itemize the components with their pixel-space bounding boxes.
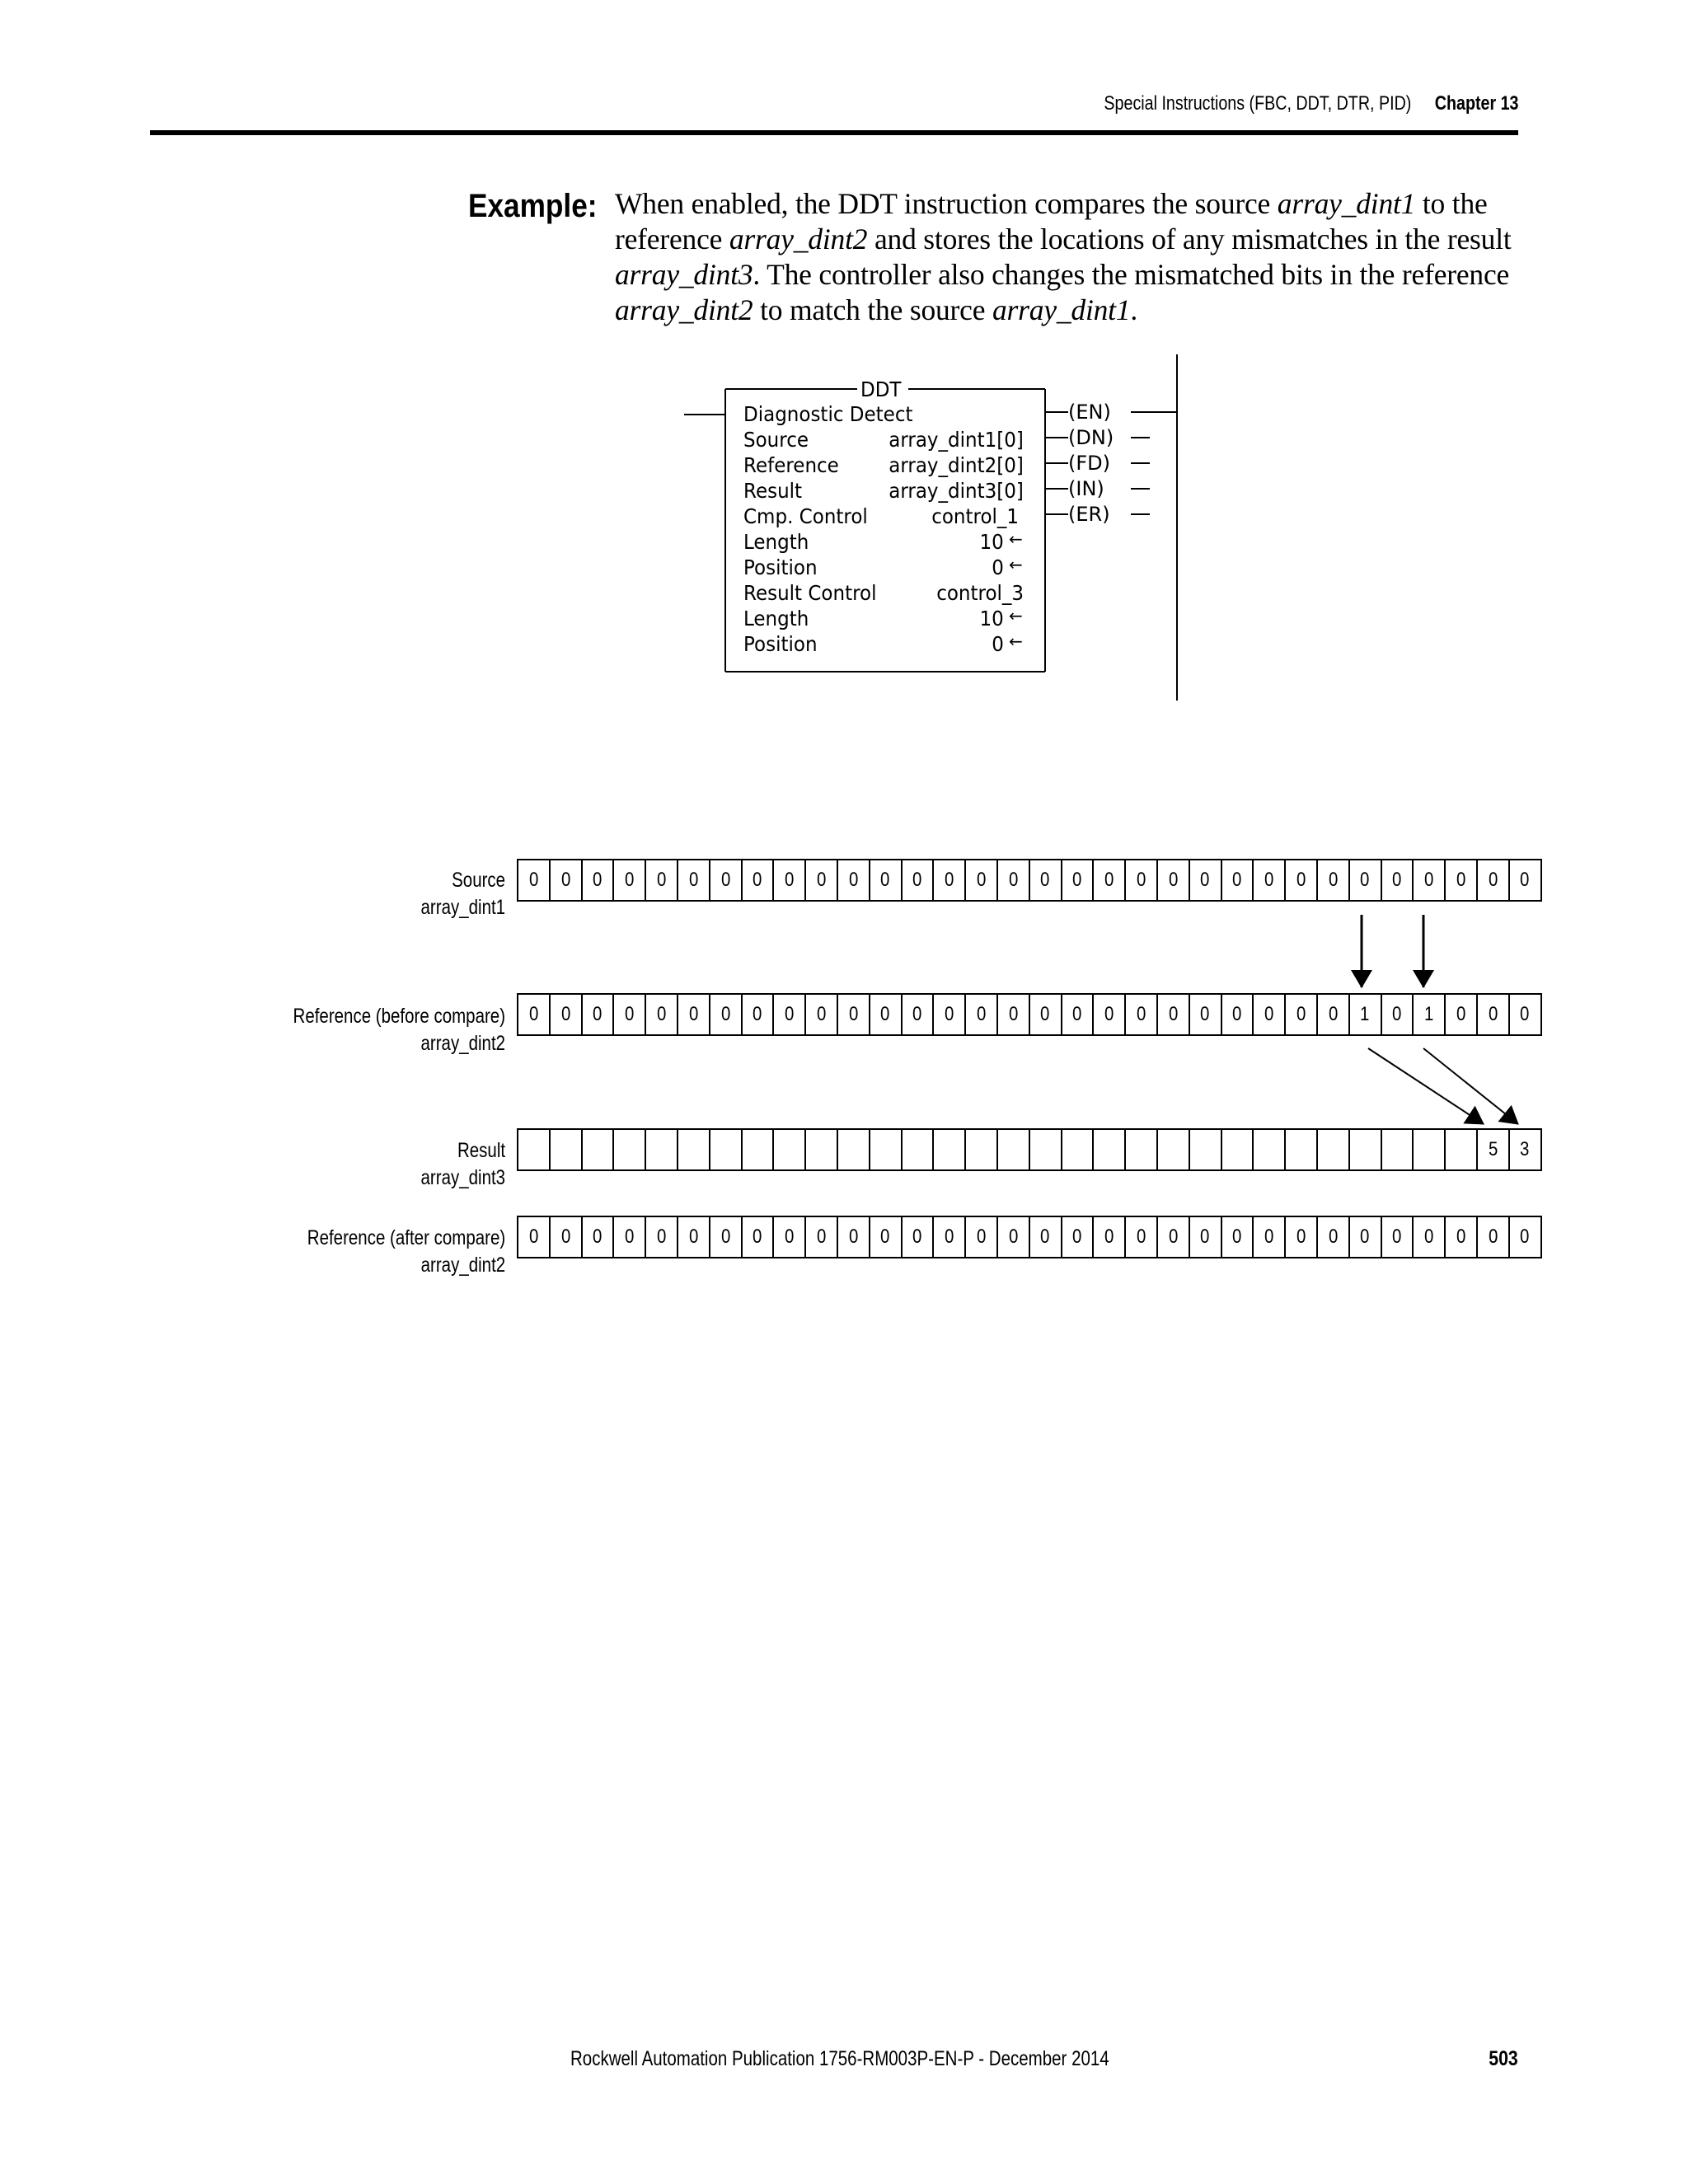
array-cell-value: 0 (1328, 1226, 1338, 1248)
example-text-3: and stores the locations of any mismatches in the result (867, 223, 1512, 255)
array-cell-value: 0 (625, 1226, 635, 1248)
array-cell-value: 0 (945, 869, 954, 891)
array-cell-value: 0 (688, 869, 699, 891)
array-cell-value: 0 (1424, 1226, 1434, 1248)
array-cell-value: 0 (1168, 869, 1179, 891)
result-row-label: Result array_dint3 (420, 1139, 505, 1189)
ddt-param-value: 0 (992, 555, 1004, 579)
array-cell-value: 0 (1360, 869, 1370, 891)
arrow-diagonal-icon (1423, 1048, 1518, 1124)
ddt-param-value: array_dint1[0] (889, 428, 1024, 452)
array-cell-value: 0 (1008, 1226, 1019, 1248)
example-text-6: . (1130, 293, 1138, 326)
array-cell-value: 0 (1520, 869, 1530, 891)
array-cell-value: 0 (560, 1003, 570, 1025)
array-cell-value: 0 (1328, 1003, 1338, 1025)
array-cell-value: 0 (528, 1226, 539, 1248)
array-cell-value: 0 (880, 869, 890, 891)
example-text-2: to the reference (615, 187, 1488, 255)
array-cell-value: 0 (753, 1003, 762, 1025)
coil-er: (ER) (1068, 503, 1110, 526)
section-title: Special Instructions (FBC, DDT, DTR, PID) (1103, 92, 1411, 115)
arrow-diagonal-icon (1368, 1048, 1484, 1124)
ddt-subtitle: Diagnostic Detect (743, 402, 913, 426)
array-cell-value: 0 (1232, 1226, 1242, 1248)
ddt-param-value: 0 (992, 632, 1004, 656)
array-cell-value: 0 (753, 1226, 762, 1248)
array-cell-value: 0 (1136, 1003, 1146, 1025)
array-cell-value: 0 (1392, 1003, 1402, 1025)
array-cell-value: 0 (1488, 1226, 1498, 1248)
array-cell-value: 0 (1200, 1226, 1210, 1248)
example-text-5: to match the source (753, 293, 992, 326)
array-cell-value: 0 (593, 1003, 603, 1025)
array-cell-value: 3 (1520, 1138, 1530, 1160)
array-cell-value: 0 (1040, 869, 1050, 891)
array-cell-value: 0 (720, 869, 730, 891)
ddt-param-label: Position (743, 632, 818, 656)
example-term-reference-2: array_dint2 (615, 293, 753, 326)
value-edit-arrow-icon: ← (1009, 529, 1023, 549)
array-cell-value: 0 (785, 869, 795, 891)
value-edit-arrow-icon: ← (1009, 555, 1023, 574)
array-cell-value: 0 (1392, 1226, 1402, 1248)
ddt-param-label: Source (743, 428, 809, 452)
array-cell-value: 0 (656, 869, 667, 891)
array-cell-value: 0 (528, 1003, 539, 1025)
array-cell-value: 0 (848, 1003, 859, 1025)
array-cell-value: 0 (1072, 1226, 1082, 1248)
array-cell-value: 0 (816, 1003, 827, 1025)
array-cell-value: 0 (912, 1226, 922, 1248)
array-cell-value: 0 (1040, 1003, 1050, 1025)
array-cell-value: 0 (1040, 1226, 1050, 1248)
array-cell-value: 0 (1296, 869, 1306, 891)
array-cell-value: 0 (1200, 869, 1210, 891)
coil-fd: (FD) (1068, 452, 1111, 475)
example-term-result: array_dint3 (615, 258, 753, 291)
array-cell-value: 0 (656, 1226, 667, 1248)
value-edit-arrow-icon: ← (1009, 606, 1023, 626)
reference-after-row-label: Reference (after compare) array_dint2 (307, 1226, 505, 1277)
array-cell-value: 0 (816, 1226, 827, 1248)
array-cell-value: 0 (656, 1003, 667, 1025)
publication-footer: Rockwell Automation Publication 1756-RM003P-EN-P - December 2014 (570, 2047, 1109, 2070)
array-cell-value: 0 (945, 1226, 954, 1248)
array-cell-value: 0 (753, 869, 762, 891)
array-cell-value: 0 (848, 869, 859, 891)
array-cell-value: 0 (560, 1226, 570, 1248)
array-cell-value: 0 (880, 1003, 890, 1025)
array-cell-value: 0 (528, 869, 539, 891)
array-cell-value: 1 (1360, 1003, 1370, 1025)
array-cell-value: 1 (1424, 1003, 1434, 1025)
ddt-param-label: Length (743, 607, 809, 630)
example-term-reference: array_dint2 (729, 223, 868, 255)
example-label: Example: (468, 188, 598, 224)
ddt-param-label: Result Control (743, 581, 877, 605)
reference-before-row-label: Reference (before compare) array_dint2 (293, 1005, 505, 1055)
array-cell-value: 0 (912, 869, 922, 891)
array-cell-value: 0 (688, 1226, 699, 1248)
array-cell-value: 0 (1520, 1003, 1530, 1025)
ddt-param-label: Length (743, 530, 809, 554)
array-cell-value: 0 (625, 869, 635, 891)
array-cell-value: 5 (1488, 1138, 1498, 1160)
array-cell-value: 0 (785, 1003, 795, 1025)
array-cell-value: 0 (976, 869, 987, 891)
array-cell-value: 0 (560, 869, 570, 891)
ddt-param-value: control_1 (931, 504, 1019, 528)
array-cell-value: 0 (593, 869, 603, 891)
array-cell-value: 0 (1104, 1226, 1114, 1248)
ddt-param-value: 10 (979, 530, 1004, 554)
array-cell-value: 0 (912, 1003, 922, 1025)
coil-in: (IN) (1068, 477, 1104, 500)
array-cell-value: 0 (976, 1226, 987, 1248)
array-cell-value: 0 (1264, 869, 1274, 891)
array-cell-value: 0 (1264, 1226, 1274, 1248)
array-cell-value: 0 (1104, 1003, 1114, 1025)
ddt-param-value: array_dint3[0] (889, 479, 1024, 503)
ddt-param-label: Result (743, 479, 803, 503)
array-cell-value: 0 (1136, 869, 1146, 891)
array-cell-value: 0 (1456, 1003, 1466, 1025)
coil-dn: (DN) (1068, 426, 1114, 449)
array-cell-value: 0 (1360, 1226, 1370, 1248)
array-cell-value: 0 (848, 1226, 859, 1248)
array-cell-value: 0 (1488, 869, 1498, 891)
array-cell-value: 0 (1520, 1226, 1530, 1248)
array-cell-value: 0 (1456, 1226, 1466, 1248)
coil-en: (EN) (1068, 401, 1111, 424)
array-cell-value: 0 (816, 869, 827, 891)
array-cell-value: 0 (1328, 869, 1338, 891)
array-cell-value: 0 (976, 1003, 987, 1025)
array-cell-value: 0 (1264, 1003, 1274, 1025)
array-cell-value: 0 (1232, 869, 1242, 891)
array-cell-value: 0 (1200, 1003, 1210, 1025)
ddt-param-label: Reference (743, 453, 839, 477)
chapter-label: Chapter 13 (1434, 92, 1518, 115)
array-cell-value: 0 (880, 1226, 890, 1248)
value-edit-arrow-icon: ← (1009, 631, 1023, 651)
example-term-source: array_dint1 (1277, 187, 1416, 220)
array-cell-value: 0 (1424, 869, 1434, 891)
array-cell-value: 0 (1008, 869, 1019, 891)
page-number: 503 (1489, 2047, 1518, 2070)
array-cell-value: 0 (1456, 869, 1466, 891)
array-cell-value: 0 (625, 1003, 635, 1025)
array-cell-value: 0 (1232, 1003, 1242, 1025)
source-row-label: Source array_dint1 (420, 869, 505, 919)
example-text-1: When enabled, the DDT instruction compares the source (615, 187, 1278, 220)
array-cell-value: 0 (1168, 1226, 1179, 1248)
example-text-4: . The controller also changes the mismatched bits in the reference (753, 258, 1510, 291)
array-cell-value: 0 (785, 1226, 795, 1248)
array-cell-value: 0 (720, 1003, 730, 1025)
array-cell-value: 0 (1488, 1003, 1498, 1025)
array-cell-value: 0 (1296, 1226, 1306, 1248)
array-cell-value: 0 (1136, 1226, 1146, 1248)
example-term-source-2: array_dint1 (992, 293, 1131, 326)
ddt-param-value: 10 (979, 607, 1004, 630)
array-cell-value: 0 (1008, 1003, 1019, 1025)
array-cell-value: 0 (1104, 869, 1114, 891)
array-cell-value: 0 (1392, 869, 1402, 891)
array-cell-value: 0 (945, 1003, 954, 1025)
array-cell-value: 0 (593, 1226, 603, 1248)
array-cell-value: 0 (1296, 1003, 1306, 1025)
array-cell-value: 0 (688, 1003, 699, 1025)
ddt-param-value: control_3 (936, 581, 1024, 605)
ddt-param-label: Position (743, 555, 818, 579)
ddt-param-value: array_dint2[0] (889, 453, 1024, 477)
array-cell-value: 0 (1072, 869, 1082, 891)
ddt-title: DDT (860, 377, 902, 401)
array-cell-value: 0 (1072, 1003, 1082, 1025)
array-cell-value: 0 (720, 1226, 730, 1248)
ddt-param-label: Cmp. Control (743, 504, 868, 528)
array-cell-value: 0 (1168, 1003, 1179, 1025)
